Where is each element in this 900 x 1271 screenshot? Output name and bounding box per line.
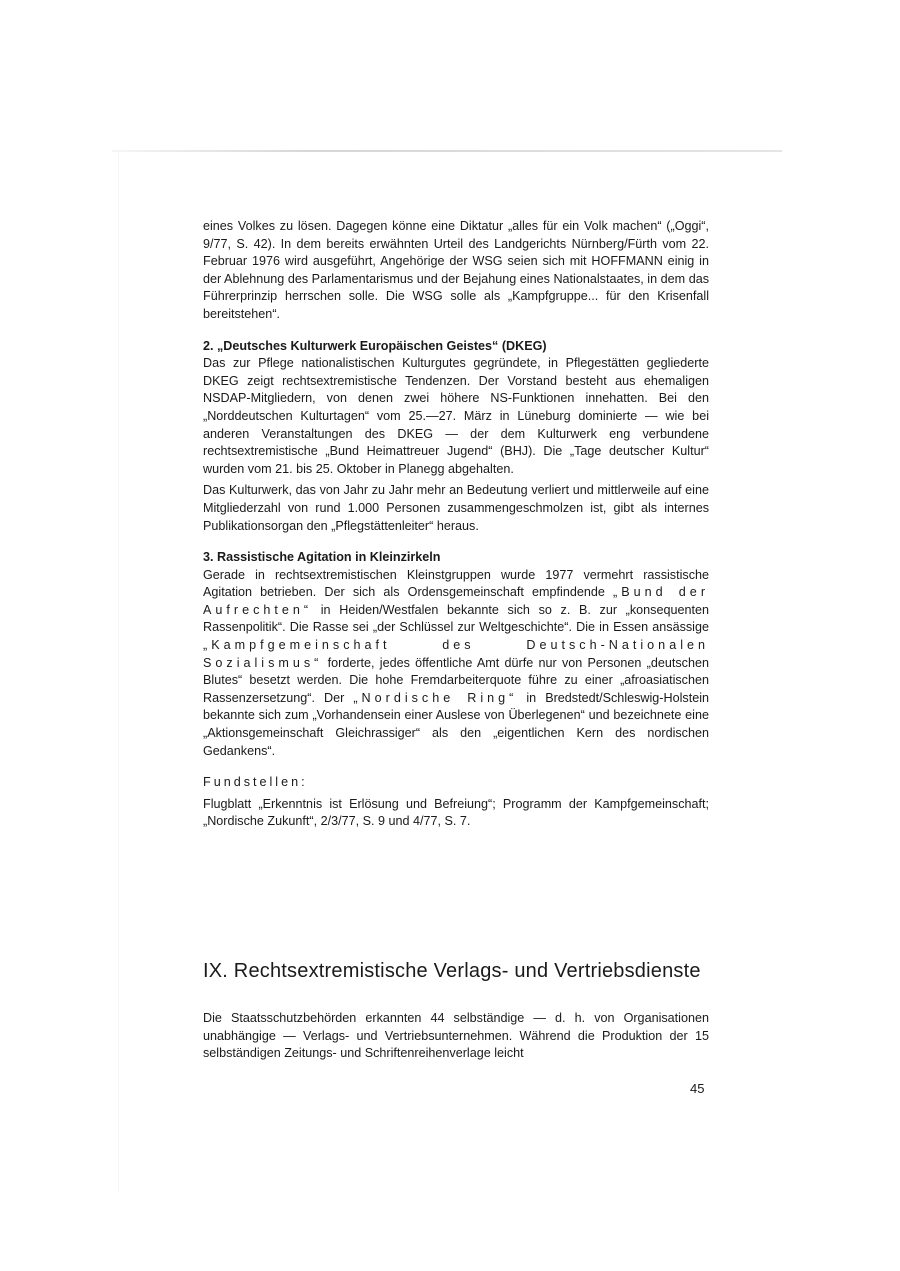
group-name-nordischer-ring: „Nordische Ring“ xyxy=(353,690,518,705)
sources-label: Fundstellen: xyxy=(203,775,308,790)
section-3-paragraph xyxy=(203,567,709,761)
section-3-heading: 3. Rassistische Agitation in Kleinzirkeln xyxy=(203,550,441,565)
section-3-text-a: Gerade in rechtsextremistischen Kleinstgruppen wurde 1977 vermehrt rassistische Agitation betrieben. Der sich als Ordensgemeinschaft empfindende xyxy=(203,567,709,600)
chapter-heading: IX. Rechtsextremistische Verlags- und Vertriebsdienste xyxy=(203,960,701,982)
section-2 xyxy=(203,338,709,536)
section-2-paragraph-1: Das zur Pflege nationalistischen Kulturgutes gegründete, in Pflegestätten gegliederte DKEG zeigt rechtsextremistische Tendenzen. Der Vorstand besteht aus ehemaligen NSDAP-Mitgliedern, von denen zwei höhere NS-Funktionen innehatten. Bei den „Norddeutschen Kulturtagen“ vom 25.—27. März in Lüneburg dominierte — wie bei anderen Veranstaltungen des DKEG — der dem Kulturwerk eng verbundene rechtsextremistische „Bund Heimattreuer Jugend“ (BHJ). Die „Tage deutscher Kultur“ wurden vom 21. bis 25. Oktober in Planegg abgehalten. xyxy=(203,356,709,476)
section-2-heading: 2. „Deutsches Kulturwerk Europäischen Geistes“ (DKEG) xyxy=(203,338,547,353)
scan-page-edge xyxy=(118,152,119,1192)
scan-edge-shadow xyxy=(112,150,782,152)
chapter-paragraph: Die Staatsschutzbehörden erkannten 44 selbständige — d. h. von Organisationen unabhängige — Verlags- und Vertriebsunternehmen. Während die Produktion der 15 selbständigen Zeitungs- und Schriftenreihenverlage leicht xyxy=(203,1011,709,1061)
intro-paragraph: eines Volkes zu lösen. Dagegen könne eine Diktatur „alles für ein Volk machen“ („Oggi“, 9/77, S. 42). In dem bereits erwähnten Urteil des Landgerichts Nürnberg/Fürth vom 22. Februar 1976 wird ausgeführt, Angehörige der WSG seien sich mit HOFFMANN einig in der Ablehnung des Parlamentarismus und der Bejahung eines Nationalstaates, in dem das Führerprinzip herrschen solle. Die WSG solle als „Kampfgruppe... für den Krisenfall bereitstehen“. xyxy=(203,219,709,321)
sources-text: Flugblatt „Erkenntnis ist Erlösung und Befreiung“; Programm der Kampfgemeinschaft; „Nordische Zukunft“, 2/3/77, S. 9 und 4/77, S. 7. xyxy=(203,796,709,829)
section-3-text-d: in Bredstedt/Schleswig-Holstein bekannte sich zum „Vorhandensein einer Auslese von Überlegenen“ und bezeichnete eine „Aktionsgemeinschaft Gleichrassiger“ als den „eigentlichen Kern des nordischen Gedankens“. xyxy=(203,690,710,758)
group-name-bund: „Bund der Aufrechten“ xyxy=(203,585,710,617)
section-2-paragraph-2: Das Kulturwerk, das von Jahr zu Jahr mehr an Bedeutung verliert und mittlerweile auf eine Mitgliederzahl von rund 1.000 Personen zusammengeschmolzen ist, gibt als internes Publikationsorgan den „Pflegstättenleiter“ heraus. xyxy=(203,483,709,533)
section-3-text-b: in Heiden/Westfalen bekannte sich so z. B. zur „konsequenten Rassenpolitik“. Die Rasse sei „der Schlüssel zur Weltgeschichte“. Die in Essen ansässige xyxy=(203,602,709,635)
page-number: 45 xyxy=(690,1081,705,1096)
group-name-kampfgemeinschaft: „Kampfgemeinschaft des Deutsch-Nationalen Sozialismus“ xyxy=(203,638,709,670)
section-3-text-c: forderte, jedes öffentliche Amt dürfe nur von Personen „deutschen Blutes“ besetzt werden. Die hohe Fremdarbeiterquote führe zu einer „afroasiatischen Rassenzersetzung“. Der xyxy=(203,655,709,705)
page-body xyxy=(203,218,709,831)
section-3 xyxy=(203,549,709,831)
